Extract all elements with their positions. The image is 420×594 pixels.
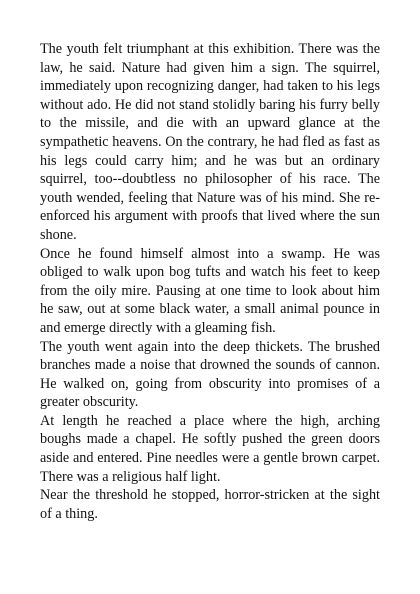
paragraph-3: The youth went again into the deep thickets. The brushed branches made a noise that drowned the sounds of cannon. He walked on, going from obscurity into promises of a greater obscurity.: [40, 338, 380, 411]
paragraph-5: Near the threshold he stopped, horror-stricken at the sight of a thing.: [40, 487, 380, 522]
document-page: [40, 40, 380, 523]
paragraph-4: At length he reached a place where the high, arching boughs made a chapel. He softly pushed the green doors aside and entered. Pine needles were a gentle brown carpet. There was a religious half light.: [40, 412, 380, 485]
paragraph-1: The youth felt triumphant at this exhibition. There was the law, he said. Nature had given him a sign. The squirrel, immediately upon recognizing danger, had taken to his legs without ado. He did not stand stolidly baring his furry belly to the missile, and die with an upward glance at the sympathetic heavens. On the contrary, he had fled as fast as his legs could carry him; and he was but an ordinary squirrel, too--doubtless no philosopher of his race. The youth wended, feeling that Nature was of his mind. She re-enforced his argument with proofs that lived where the sun shone.: [40, 41, 380, 243]
paragraph-2: Once he found himself almost into a swamp. He was obliged to walk upon bog tufts and watch his feet to keep from the oily mire. Pausing at one time to look about him he saw, out at some black water, a small animal pounce in and emerge directly with a gleaming fish.: [40, 245, 380, 336]
